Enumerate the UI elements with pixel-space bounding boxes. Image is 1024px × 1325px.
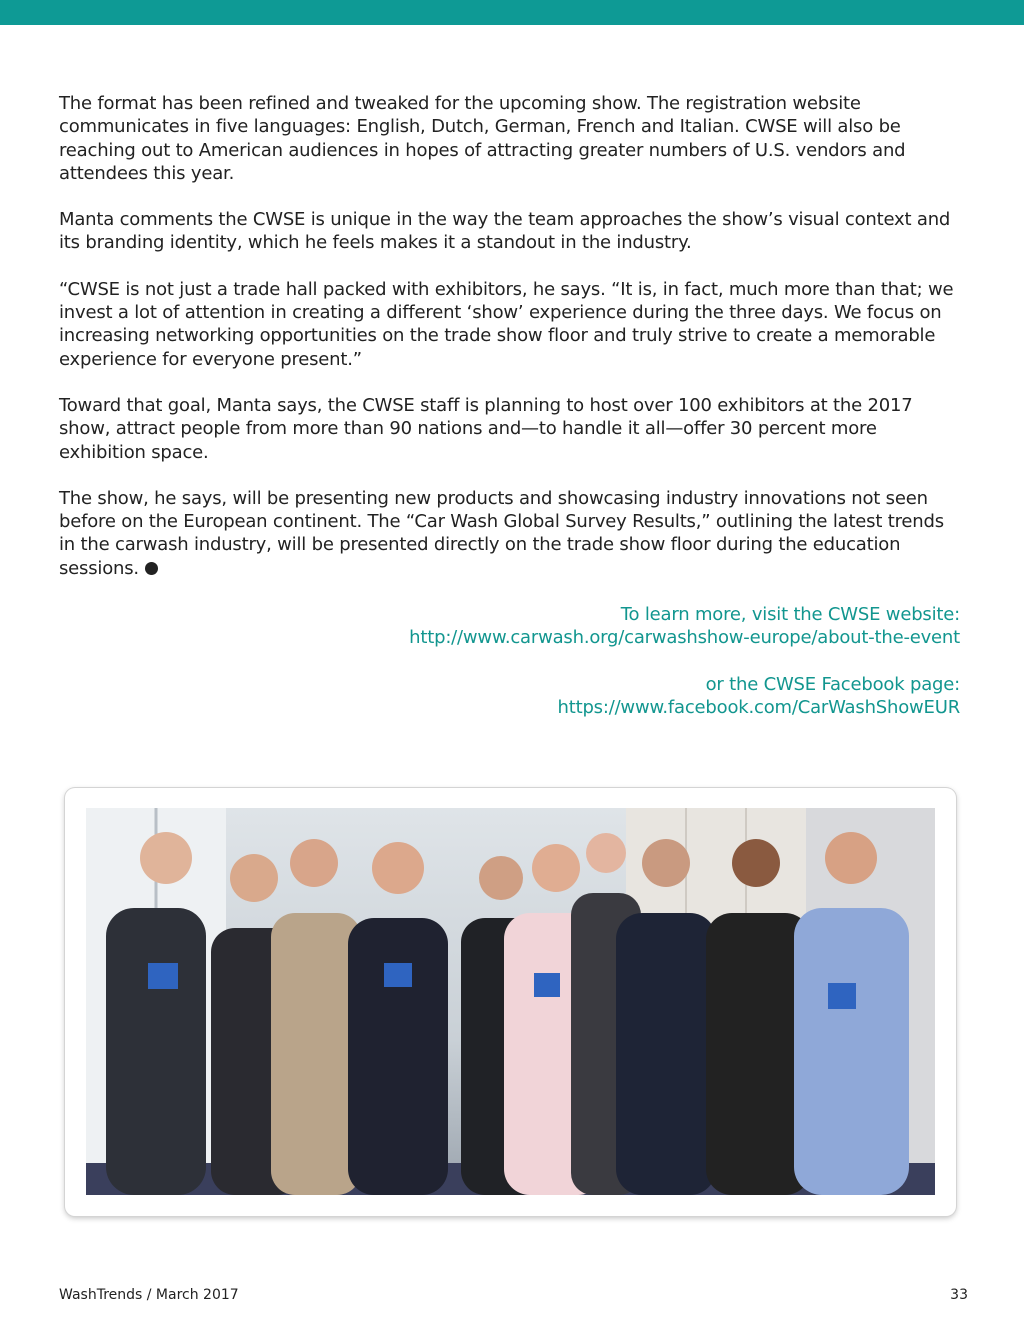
paragraph-3: “CWSE is not just a trade hall packed with exhibitors, he says. “It is, in fact, much more than that; we invest a lot of attention in creating a different ‘show’ experience during the three days. We focus on increasing networking opportunities on the trade show floor and truly strive to create a memorable experience for everyone present.” — [59, 278, 954, 370]
paragraph-2: Manta comments the CWSE is unique in the way the team approaches the show’s visual context and its branding identity, which he feels makes it a standout in the industry. — [59, 209, 951, 254]
footer-publication: WashTrends / March 2017 — [59, 1287, 239, 1303]
article-body — [59, 92, 959, 603]
website-link[interactable]: http://www.carwash.org/carwashshow-europe/about-the-event — [409, 627, 960, 649]
page-number: 33 — [950, 1287, 968, 1303]
website-label: To learn more, visit the CWSE website: — [620, 604, 960, 625]
top-accent-bar — [0, 0, 1024, 25]
paragraph-1: The format has been refined and tweaked for the upcoming show. The registration website communicates in five languages: English, Dutch, German, French and Italian. CWSE will also be reaching out to American audiences in hopes of attracting greater numbers of U.S. vendors and attendees this year. — [59, 93, 906, 184]
end-of-article-bullet-icon — [145, 562, 158, 575]
learn-more-links — [260, 603, 960, 719]
photo-frame — [65, 788, 956, 1216]
facebook-link[interactable]: https://www.facebook.com/CarWashShowEUR — [557, 696, 960, 718]
group-photo — [86, 808, 935, 1195]
paragraph-5-text: The show, he says, will be presenting new products and showcasing industry innovations not seen before on the European continent. The “Car Wash Global Survey Results,” outlining the latest trends in the carwash industry, will be presented directly on the trade show floor during the education sessions. — [59, 487, 944, 579]
paragraph-5 — [59, 487, 959, 580]
group-photo-illustration — [86, 808, 935, 1195]
facebook-label: or the CWSE Facebook page: — [705, 673, 960, 695]
paragraph-4: Toward that goal, Manta says, the CWSE staff is planning to host over 100 exhibitors at the 2017 show, attract people from more than 90 nations and—to handle it all—offer 30 percent more exhibition space. — [59, 394, 913, 463]
